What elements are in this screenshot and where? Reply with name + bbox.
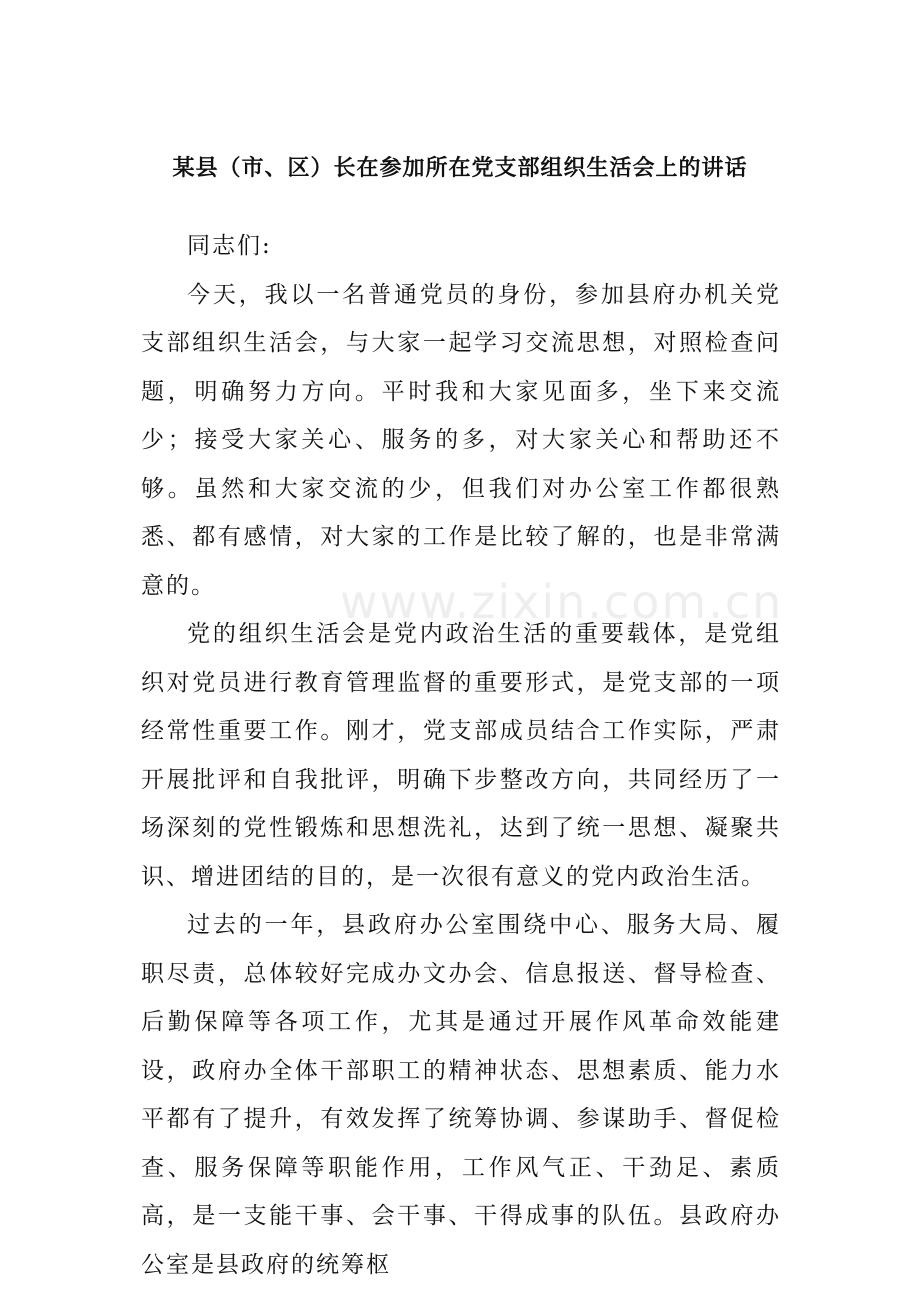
document-title: 某县（市、区）长在参加所在党支部组织生活会上的讲话 <box>172 155 748 181</box>
paragraph-1: 今天，我以一名普通党员的身份，参加县府办机关党支部组织生活会，与大家一起学习交流思想，对照检查问题，明确努力方向。平时我和大家见面多，坐下来交流少；接受大家关心、服务的多，对大家关心和帮助还不够。虽然和大家交流的少，但我们对办公室工作都很熟悉、都有感情，对大家的工作是比较了解的，也是非常满意的。 <box>141 281 781 599</box>
watermark: www.zixin.com.cn <box>340 575 784 629</box>
document-body <box>141 222 784 1289</box>
paragraph-3: 过去的一年，县政府办公室围绕中心、服务大局、履职尽责，总体较好完成办文办会、信息报送、督导检查、后勤保障等各项工作，尤其是通过开展作风革命效能建设，政府办全体干部职工的精神状态、思想素质、能力水平都有了提升，有效发挥了统筹协调、参谋助手、督促检查、服务保障等职能作用，工作风气正、干劲足、素质高，是一支能干事、会干事、干得成事的队伍。县政府办公室是县政府的统筹枢 <box>141 912 781 1278</box>
paragraph-2: 党的组织生活会是党内政治生活的重要载体，是党组织对党员进行教育管理监督的重要形式，是党支部的一项经常性重要工作。刚才，党支部成员结合工作实际，严肃开展批评和自我批评，明确下步整改方向，共同经历了一场深刻的党性锻炼和思想洗礼，达到了统一思想、凝聚共识、增进团结的目的，是一次很有意义的党内政治生活。 <box>141 621 781 890</box>
paragraph-salutation: 同志们: <box>187 233 272 259</box>
